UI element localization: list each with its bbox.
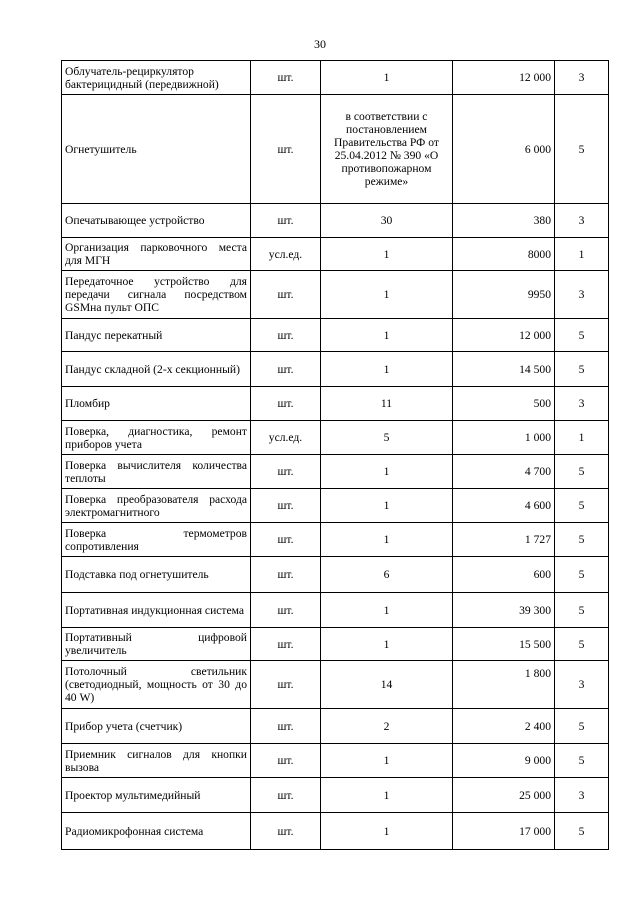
item-quantity: 1 [321, 813, 453, 850]
item-price: 1 727 [453, 523, 555, 557]
item-term: 5 [555, 628, 609, 661]
table-row [62, 523, 609, 557]
table-row [62, 238, 609, 271]
item-term: 5 [555, 813, 609, 850]
item-quantity: 14 [321, 661, 453, 709]
table-row [62, 95, 609, 204]
item-unit: шт. [251, 319, 321, 352]
item-quantity: 30 [321, 204, 453, 238]
item-quantity: 1 [321, 319, 453, 352]
item-unit: шт. [251, 489, 321, 523]
table-row [62, 489, 609, 523]
item-name: Проектор мультимедийный [62, 778, 251, 813]
item-quantity: 1 [321, 744, 453, 778]
item-price: 2 400 [453, 709, 555, 744]
item-name: Пандус складной (2-х секционный) [62, 352, 251, 387]
item-unit: усл.ед. [251, 238, 321, 271]
item-quantity: 11 [321, 387, 453, 421]
item-price: 1 800 [453, 661, 555, 709]
item-name: Организация парковочного места для МГН [62, 238, 251, 271]
item-price: 14 500 [453, 352, 555, 387]
item-quantity: 1 [321, 523, 453, 557]
table-row [62, 387, 609, 421]
item-unit: шт. [251, 778, 321, 813]
item-term: 3 [555, 661, 609, 709]
item-unit: усл.ед. [251, 421, 321, 455]
item-quantity: 1 [321, 489, 453, 523]
item-quantity: 1 [321, 593, 453, 628]
item-quantity: 5 [321, 421, 453, 455]
table-row [62, 628, 609, 661]
item-name: Поверка термометров сопротивления [62, 523, 251, 557]
item-unit: шт. [251, 95, 321, 204]
item-price: 12 000 [453, 61, 555, 95]
table-row [62, 661, 609, 709]
item-unit: шт. [251, 523, 321, 557]
item-name: Подставка под огнетушитель [62, 557, 251, 593]
item-name: Поверка вычислителя количества теплоты [62, 455, 251, 489]
item-name: Радиомикрофонная система [62, 813, 251, 850]
item-unit: шт. [251, 455, 321, 489]
item-unit: шт. [251, 352, 321, 387]
table-row [62, 61, 609, 95]
table-row [62, 557, 609, 593]
item-price: 4 700 [453, 455, 555, 489]
item-price: 6 000 [453, 95, 555, 204]
item-name: Облучатель-рециркулятор бактерицидный (передвижной) [62, 61, 251, 95]
item-name: Опечатывающее устройство [62, 204, 251, 238]
item-term: 3 [555, 271, 609, 319]
items-table-body [62, 61, 609, 850]
item-quantity: 1 [321, 628, 453, 661]
item-term: 5 [555, 489, 609, 523]
page-number: 30 [314, 37, 326, 51]
item-unit: шт. [251, 813, 321, 850]
item-term: 5 [555, 352, 609, 387]
item-price: 39 300 [453, 593, 555, 628]
item-quantity: 1 [321, 778, 453, 813]
item-price: 9 000 [453, 744, 555, 778]
item-name: Передаточное устройство для передачи сигнала посредством GSMна пульт ОПС [62, 271, 251, 319]
item-unit: шт. [251, 593, 321, 628]
item-unit: шт. [251, 557, 321, 593]
item-price: 25 000 [453, 778, 555, 813]
table-row [62, 593, 609, 628]
item-quantity: 1 [321, 238, 453, 271]
item-price: 1 000 [453, 421, 555, 455]
item-quantity: 1 [321, 61, 453, 95]
item-price: 600 [453, 557, 555, 593]
items-table [61, 60, 609, 850]
table-row [62, 421, 609, 455]
item-term: 5 [555, 455, 609, 489]
item-quantity: в соответствии с постановлением Правительства РФ от 25.04.2012 № 390 «О противопожарном режиме» [321, 95, 453, 204]
item-name: Портативная индукционная система [62, 593, 251, 628]
item-term: 3 [555, 778, 609, 813]
item-name: Пандус перекатный [62, 319, 251, 352]
item-quantity: 1 [321, 455, 453, 489]
item-quantity: 6 [321, 557, 453, 593]
item-quantity: 1 [321, 271, 453, 319]
item-unit: шт. [251, 387, 321, 421]
table-row [62, 813, 609, 850]
item-price: 17 000 [453, 813, 555, 850]
item-term: 1 [555, 421, 609, 455]
table-row [62, 319, 609, 352]
item-term: 3 [555, 387, 609, 421]
item-price: 15 500 [453, 628, 555, 661]
item-term: 1 [555, 238, 609, 271]
item-term: 5 [555, 95, 609, 204]
item-unit: шт. [251, 661, 321, 709]
item-name: Огнетушитель [62, 95, 251, 204]
item-price: 500 [453, 387, 555, 421]
table-row [62, 455, 609, 489]
item-term: 3 [555, 61, 609, 95]
item-unit: шт. [251, 744, 321, 778]
item-name: Приемник сигналов для кнопки вызова [62, 744, 251, 778]
item-price: 9950 [453, 271, 555, 319]
item-name: Поверка преобразователя расхода электромагнитного [62, 489, 251, 523]
item-name: Пломбир [62, 387, 251, 421]
item-name: Прибор учета (счетчик) [62, 709, 251, 744]
table-row [62, 204, 609, 238]
table-row [62, 271, 609, 319]
item-name: Поверка, диагностика, ремонт приборов учета [62, 421, 251, 455]
item-name: Потолочный светильник (светодиодный, мощность от 30 до 40 W) [62, 661, 251, 709]
item-unit: шт. [251, 271, 321, 319]
table-row [62, 744, 609, 778]
item-price: 12 000 [453, 319, 555, 352]
item-unit: шт. [251, 204, 321, 238]
item-term: 5 [555, 319, 609, 352]
item-term: 5 [555, 557, 609, 593]
item-quantity: 1 [321, 352, 453, 387]
item-unit: шт. [251, 709, 321, 744]
table-row [62, 352, 609, 387]
item-unit: шт. [251, 61, 321, 95]
item-price: 380 [453, 204, 555, 238]
item-term: 5 [555, 593, 609, 628]
item-term: 5 [555, 523, 609, 557]
item-price: 4 600 [453, 489, 555, 523]
item-unit: шт. [251, 628, 321, 661]
item-term: 3 [555, 204, 609, 238]
item-price: 8000 [453, 238, 555, 271]
item-quantity: 2 [321, 709, 453, 744]
item-term: 5 [555, 709, 609, 744]
item-name: Портативный цифровой увеличитель [62, 628, 251, 661]
table-row [62, 778, 609, 813]
table-row [62, 709, 609, 744]
item-term: 5 [555, 744, 609, 778]
